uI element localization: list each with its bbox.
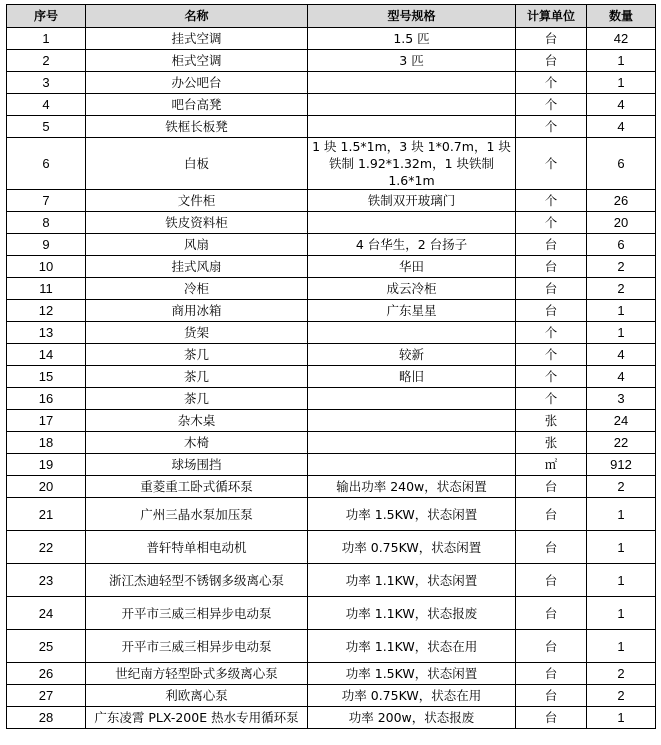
table-row — [7, 685, 656, 707]
cell-qty: 24 — [587, 410, 656, 432]
cell-spec: 功率 1.5KW，状态闲置 — [308, 498, 516, 531]
cell-no: 26 — [7, 663, 86, 685]
table-row — [7, 256, 656, 278]
table-row — [7, 454, 656, 476]
cell-no: 16 — [7, 388, 86, 410]
cell-no: 14 — [7, 344, 86, 366]
cell-unit: 张 — [516, 432, 587, 454]
cell-unit: 张 — [516, 410, 587, 432]
cell-qty: 1 — [587, 498, 656, 531]
cell-qty: 2 — [587, 256, 656, 278]
cell-qty: 2 — [587, 663, 656, 685]
cell-qty: 1 — [587, 531, 656, 564]
cell-qty: 1 — [587, 50, 656, 72]
cell-no: 2 — [7, 50, 86, 72]
cell-no: 27 — [7, 685, 86, 707]
cell-name: 杂木桌 — [86, 410, 308, 432]
cell-no: 13 — [7, 322, 86, 344]
cell-no: 25 — [7, 630, 86, 663]
cell-no: 17 — [7, 410, 86, 432]
cell-unit: 台 — [516, 531, 587, 564]
cell-spec: 功率 0.75KW，状态闲置 — [308, 531, 516, 564]
cell-unit: 台 — [516, 707, 587, 729]
cell-unit: 台 — [516, 685, 587, 707]
cell-name: 挂式空调 — [86, 28, 308, 50]
cell-unit: 台 — [516, 300, 587, 322]
cell-unit: 个 — [516, 94, 587, 116]
cell-qty: 6 — [587, 138, 656, 190]
table-row — [7, 630, 656, 663]
table-row — [7, 300, 656, 322]
cell-name: 铁框长板凳 — [86, 116, 308, 138]
table-row — [7, 597, 656, 630]
table-row — [7, 344, 656, 366]
cell-qty: 1 — [587, 322, 656, 344]
table-row — [7, 564, 656, 597]
cell-name: 货架 — [86, 322, 308, 344]
cell-spec: 略旧 — [308, 366, 516, 388]
cell-qty: 20 — [587, 212, 656, 234]
cell-name: 商用冰箱 — [86, 300, 308, 322]
cell-spec: 1 块 1.5*1m，3 块 1*0.7m，1 块铁制 1.92*1.32m，1 块铁制 1.6*1m — [308, 138, 516, 190]
cell-unit: 个 — [516, 366, 587, 388]
cell-unit: 台 — [516, 278, 587, 300]
col-header-unit: 计算单位 — [516, 5, 587, 28]
cell-spec: 功率 1.5KW，状态闲置 — [308, 663, 516, 685]
cell-spec: 功率 1.1KW，状态闲置 — [308, 564, 516, 597]
cell-spec: 华田 — [308, 256, 516, 278]
cell-no: 7 — [7, 190, 86, 212]
cell-qty: 4 — [587, 94, 656, 116]
cell-unit: 个 — [516, 322, 587, 344]
cell-qty: 42 — [587, 28, 656, 50]
cell-name: 挂式风扇 — [86, 256, 308, 278]
cell-name: 风扇 — [86, 234, 308, 256]
cell-unit: 台 — [516, 597, 587, 630]
col-header-qty: 数量 — [587, 5, 656, 28]
cell-spec: 3 匹 — [308, 50, 516, 72]
cell-no: 5 — [7, 116, 86, 138]
cell-spec — [308, 212, 516, 234]
cell-no: 24 — [7, 597, 86, 630]
cell-name: 吧台高凳 — [86, 94, 308, 116]
cell-name: 白板 — [86, 138, 308, 190]
cell-qty: 2 — [587, 476, 656, 498]
table-row — [7, 388, 656, 410]
table-row — [7, 476, 656, 498]
cell-no: 19 — [7, 454, 86, 476]
cell-name: 开平市三威三相异步电动泵 — [86, 630, 308, 663]
cell-unit: 个 — [516, 138, 587, 190]
cell-name: 茶几 — [86, 388, 308, 410]
cell-spec: 功率 200w，状态报废 — [308, 707, 516, 729]
cell-qty: 912 — [587, 454, 656, 476]
table-row — [7, 707, 656, 729]
cell-qty: 1 — [587, 72, 656, 94]
cell-no: 22 — [7, 531, 86, 564]
cell-name: 广州三晶水泵加压泵 — [86, 498, 308, 531]
cell-name: 柜式空调 — [86, 50, 308, 72]
cell-spec — [308, 410, 516, 432]
cell-spec — [308, 94, 516, 116]
cell-qty: 1 — [587, 597, 656, 630]
cell-name: 办公吧台 — [86, 72, 308, 94]
cell-unit: 台 — [516, 663, 587, 685]
cell-unit: 个 — [516, 116, 587, 138]
cell-no: 23 — [7, 564, 86, 597]
cell-spec: 成云冷柜 — [308, 278, 516, 300]
cell-qty: 22 — [587, 432, 656, 454]
cell-spec — [308, 116, 516, 138]
cell-qty: 4 — [587, 366, 656, 388]
cell-qty: 26 — [587, 190, 656, 212]
cell-no: 10 — [7, 256, 86, 278]
cell-unit: 台 — [516, 50, 587, 72]
cell-no: 4 — [7, 94, 86, 116]
cell-unit: 台 — [516, 630, 587, 663]
cell-qty: 1 — [587, 564, 656, 597]
cell-spec — [308, 432, 516, 454]
cell-no: 3 — [7, 72, 86, 94]
table-row — [7, 531, 656, 564]
cell-no: 18 — [7, 432, 86, 454]
cell-name: 木椅 — [86, 432, 308, 454]
table-row — [7, 94, 656, 116]
table-row — [7, 278, 656, 300]
cell-unit: 个 — [516, 344, 587, 366]
cell-qty: 4 — [587, 116, 656, 138]
cell-unit: 个 — [516, 72, 587, 94]
cell-name: 利欧离心泵 — [86, 685, 308, 707]
cell-spec — [308, 454, 516, 476]
table-row — [7, 234, 656, 256]
cell-unit: 个 — [516, 388, 587, 410]
cell-name: 铁皮资料柜 — [86, 212, 308, 234]
cell-qty: 2 — [587, 278, 656, 300]
cell-name: 广东凌霄 PLX-200E 热水专用循环泵 — [86, 707, 308, 729]
col-header-name: 名称 — [86, 5, 308, 28]
cell-no: 1 — [7, 28, 86, 50]
cell-spec: 4 台华生，2 台扬子 — [308, 234, 516, 256]
table-row — [7, 212, 656, 234]
cell-spec: 功率 1.1KW，状态在用 — [308, 630, 516, 663]
cell-no: 12 — [7, 300, 86, 322]
cell-unit: 台 — [516, 234, 587, 256]
table-row — [7, 366, 656, 388]
cell-spec: 输出功率 240w，状态闲置 — [308, 476, 516, 498]
table-row — [7, 432, 656, 454]
cell-name: 普轩特单相电动机 — [86, 531, 308, 564]
table-row — [7, 190, 656, 212]
cell-qty: 1 — [587, 300, 656, 322]
cell-spec: 功率 0.75KW，状态在用 — [308, 685, 516, 707]
cell-unit: ㎡ — [516, 454, 587, 476]
cell-qty: 3 — [587, 388, 656, 410]
cell-unit: 台 — [516, 256, 587, 278]
cell-spec: 铁制双开玻璃门 — [308, 190, 516, 212]
cell-name: 开平市三威三相异步电动泵 — [86, 597, 308, 630]
cell-spec: 功率 1.1KW，状态报废 — [308, 597, 516, 630]
cell-no: 28 — [7, 707, 86, 729]
cell-spec: 广东星星 — [308, 300, 516, 322]
table-row — [7, 138, 656, 190]
cell-no: 21 — [7, 498, 86, 531]
table-row — [7, 116, 656, 138]
cell-name: 冷柜 — [86, 278, 308, 300]
cell-spec — [308, 72, 516, 94]
cell-unit: 台 — [516, 498, 587, 531]
cell-qty: 1 — [587, 630, 656, 663]
cell-name: 茶几 — [86, 366, 308, 388]
col-header-no: 序号 — [7, 5, 86, 28]
table-row — [7, 322, 656, 344]
cell-spec — [308, 388, 516, 410]
cell-qty: 2 — [587, 685, 656, 707]
cell-no: 15 — [7, 366, 86, 388]
cell-unit: 台 — [516, 476, 587, 498]
table-row — [7, 28, 656, 50]
cell-qty: 6 — [587, 234, 656, 256]
cell-name: 浙江杰迪轻型不锈钢多级离心泵 — [86, 564, 308, 597]
table-row — [7, 410, 656, 432]
table-body — [7, 28, 656, 729]
cell-name: 世纪南方轻型卧式多级离心泵 — [86, 663, 308, 685]
table-row — [7, 72, 656, 94]
cell-no: 11 — [7, 278, 86, 300]
cell-name: 文件柜 — [86, 190, 308, 212]
cell-no: 8 — [7, 212, 86, 234]
cell-name: 重菱重工卧式循环泵 — [86, 476, 308, 498]
table-row — [7, 663, 656, 685]
header-row — [7, 5, 656, 28]
cell-no: 6 — [7, 138, 86, 190]
table-row — [7, 50, 656, 72]
cell-spec: 1.5 匹 — [308, 28, 516, 50]
cell-no: 20 — [7, 476, 86, 498]
cell-name: 球场围挡 — [86, 454, 308, 476]
cell-unit: 个 — [516, 212, 587, 234]
cell-unit: 台 — [516, 564, 587, 597]
col-header-spec: 型号规格 — [308, 5, 516, 28]
cell-spec: 较新 — [308, 344, 516, 366]
cell-unit: 台 — [516, 28, 587, 50]
cell-no: 9 — [7, 234, 86, 256]
cell-name: 茶几 — [86, 344, 308, 366]
table-row — [7, 498, 656, 531]
equipment-table — [6, 4, 656, 729]
cell-spec — [308, 322, 516, 344]
cell-qty: 1 — [587, 707, 656, 729]
cell-qty: 4 — [587, 344, 656, 366]
cell-unit: 个 — [516, 190, 587, 212]
